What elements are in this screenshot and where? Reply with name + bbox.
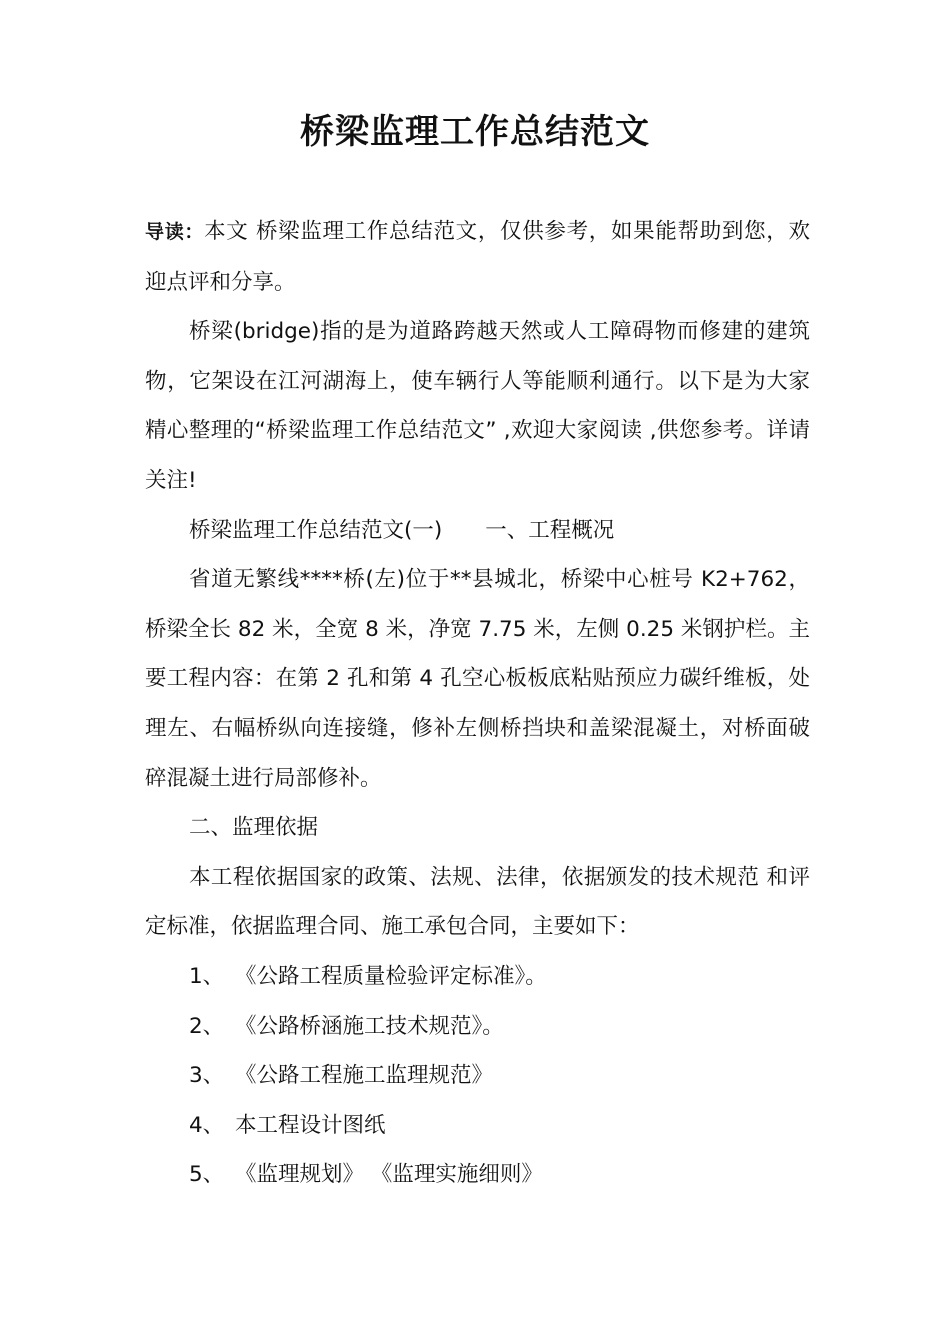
list-item (145, 952, 810, 1002)
list-item-text: 《公路工程施工监理规范》 (235, 1063, 494, 1089)
list-item (145, 1002, 810, 1052)
list-item-text: 本工程设计图纸 (235, 1112, 386, 1138)
section-heading-overview: 桥梁监理工作总结范文(一) 一、工程概况 (189, 517, 615, 543)
section-heading-basis: 二、监理依据 (189, 815, 319, 841)
list-item-number: 2、 (189, 1013, 225, 1039)
document-title: 桥梁监理工作总结范文 (300, 112, 650, 152)
reference-list (145, 952, 810, 1200)
list-item-number: 4、 (189, 1112, 225, 1138)
list-item-number: 5、 (189, 1162, 225, 1188)
lead-label: 导读： (145, 221, 205, 243)
list-item (145, 1150, 810, 1200)
list-item-text: 《监理规划》 《监理实施细则》 (235, 1162, 543, 1188)
list-item-number: 1、 (189, 963, 225, 989)
basis-paragraph: 本工程依据国家的政策、法规、法律，依据颁发的技术规范 和评定标准，依据监理合同、施工承包合同，主要如下： (145, 864, 810, 940)
lead-text: 本文 桥梁监理工作总结范文，仅供参考，如果能帮助到您，欢迎点评和分享。 (145, 219, 810, 295)
list-item (145, 1051, 810, 1101)
lead-paragraph (145, 207, 810, 307)
list-item-text: 《公路工程质量检验评定标准》。 (235, 963, 547, 989)
list-item (145, 1101, 810, 1151)
intro-paragraph: 桥梁(bridge)指的是为道路跨越天然或人工障碍物而修建的建筑物，它架设在江河湖海上，使车辆行人等能顺利通行。以下是为大家精心整理的“桥梁监理工作总结范文” ,欢迎大家阅读 ,供您参考。详请关注! (145, 319, 810, 493)
overview-paragraph: 省道无繁线****桥(左)位于**县城北，桥梁中心桩号 K2+762，桥梁全长 82 米，全宽 8 米，净宽 7.75 米，左侧 0.25 米钢护栏。主要工程内容：在第 2 孔和第 4 孔空心板板底粘贴预应力碳纤维板，处理左、右幅桥纵向连接缝，修补左侧桥挡块和盖梁混凝土，对桥面破碎混凝土进行局部修补。 (145, 567, 810, 791)
list-item-number: 3、 (189, 1063, 225, 1089)
list-item-text: 《公路桥涵施工技术规范》。 (235, 1013, 504, 1039)
document-body (145, 207, 810, 1200)
